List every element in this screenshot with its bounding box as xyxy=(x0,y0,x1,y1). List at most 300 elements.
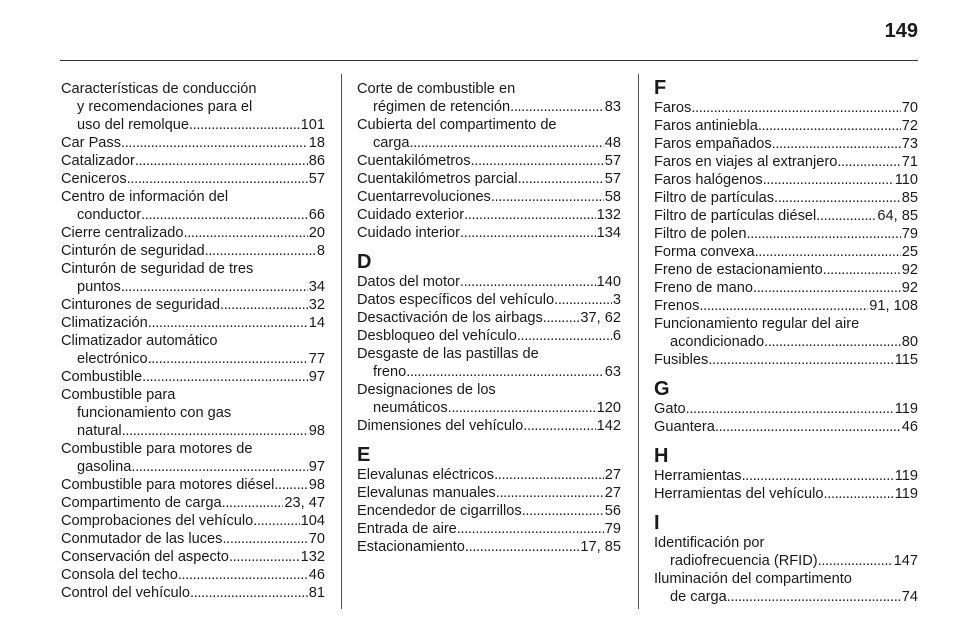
entry-text: Cubierta del compartimento de xyxy=(357,117,557,133)
page-reference: 119 xyxy=(894,401,918,417)
dot-leader xyxy=(823,261,901,279)
dot-leader xyxy=(222,530,307,548)
entry-text: Características de conducción xyxy=(61,81,257,97)
entry-line xyxy=(357,520,621,538)
index-entry xyxy=(654,467,918,485)
entry-text: uso del remolque xyxy=(77,117,189,133)
entry-text: electrónico xyxy=(77,351,148,367)
dot-leader xyxy=(699,297,868,315)
entry-text: Cuentakilómetros parcial xyxy=(357,171,518,187)
page-reference: 110 xyxy=(894,172,918,188)
index-entry xyxy=(357,309,621,327)
entry-text: Corte de combustible en xyxy=(357,81,516,97)
dot-leader xyxy=(727,588,901,606)
entry-text: Conmutador de las luces xyxy=(61,531,223,547)
dot-leader xyxy=(517,327,612,345)
entry-text: Guantera xyxy=(654,419,715,435)
entry-line xyxy=(654,297,918,315)
entry-text: y recomendaciones para el xyxy=(77,99,253,115)
index-entry xyxy=(654,261,918,279)
entry-line xyxy=(654,207,918,225)
index-entry xyxy=(357,116,621,152)
entry-line xyxy=(357,152,621,170)
page-reference: 27 xyxy=(604,467,621,483)
entry-text: Cuentakilómetros xyxy=(357,153,471,169)
dot-leader xyxy=(229,548,300,566)
entry-line xyxy=(654,400,918,418)
index-entry xyxy=(357,484,621,502)
dot-leader xyxy=(772,135,901,153)
entry-line xyxy=(357,484,621,502)
index-entry xyxy=(61,80,325,134)
page-reference: 73 xyxy=(901,136,918,152)
dot-leader xyxy=(457,520,604,538)
entry-text: Entrada de aire xyxy=(357,521,457,537)
page-reference: 147 xyxy=(893,553,918,569)
dot-leader xyxy=(131,458,307,476)
page-reference: 66 xyxy=(308,207,325,223)
entry-text: Faros en viajes al extranjero xyxy=(654,154,838,170)
entry-text: puntos xyxy=(77,279,121,295)
index-entry xyxy=(61,152,325,170)
dot-leader xyxy=(837,153,900,171)
page-reference: 119 xyxy=(894,468,918,484)
page-reference: 57 xyxy=(308,171,325,187)
index-entry xyxy=(357,520,621,538)
entry-line xyxy=(357,502,621,520)
entry-line xyxy=(357,309,621,327)
entry-text: Herramientas xyxy=(654,468,742,484)
dot-leader xyxy=(523,417,595,435)
dot-leader xyxy=(127,170,308,188)
dot-leader xyxy=(148,350,308,368)
index-entry xyxy=(61,440,325,476)
page-reference: 3 xyxy=(612,292,621,308)
entry-line xyxy=(654,117,918,135)
entry-text: Filtro de partículas diésel xyxy=(654,208,817,224)
entry-text: Consola del techo xyxy=(61,567,178,583)
page-reference: 119 xyxy=(894,486,918,502)
dot-leader xyxy=(491,188,604,206)
entry-text: Freno de estacionamiento xyxy=(654,262,823,278)
dot-leader xyxy=(142,368,308,386)
column-divider xyxy=(341,74,342,609)
dot-leader xyxy=(510,98,604,116)
column-divider xyxy=(638,74,639,609)
page-reference: 6 xyxy=(612,328,621,344)
index-entry xyxy=(357,170,621,188)
index-entry xyxy=(61,566,325,584)
dot-leader xyxy=(554,291,612,309)
section-letter: F xyxy=(654,77,667,99)
entry-text: Frenos xyxy=(654,298,700,314)
page-reference: 14 xyxy=(308,315,325,331)
dot-leader xyxy=(464,206,596,224)
entry-line xyxy=(654,243,918,261)
index-entry xyxy=(61,476,325,494)
dot-leader xyxy=(774,189,901,207)
index-entry xyxy=(357,502,621,520)
page-reference: 79 xyxy=(604,521,621,537)
index-entry xyxy=(654,315,918,351)
entry-text: Funcionamiento regular del aire xyxy=(654,316,860,332)
entry-line xyxy=(357,206,621,224)
index-entry xyxy=(357,206,621,224)
entry-text: Estacionamiento xyxy=(357,539,465,555)
dot-leader xyxy=(135,152,308,170)
page-reference: 101 xyxy=(300,117,325,133)
dot-leader xyxy=(758,117,901,135)
page-reference: 74 xyxy=(901,589,918,605)
entry-line xyxy=(357,291,621,309)
entry-text: Cuentarrevoluciones xyxy=(357,189,491,205)
entry-text: Cuidado interior xyxy=(357,225,461,241)
entry-text: Elevalunas manuales xyxy=(357,485,496,501)
page-reference: 104 xyxy=(300,513,325,529)
page-reference: 23, 47 xyxy=(284,495,325,511)
dot-leader xyxy=(755,243,901,261)
dot-leader xyxy=(410,134,604,152)
index-entry xyxy=(357,327,621,345)
page-reference: 92 xyxy=(901,262,918,278)
entry-line xyxy=(357,417,621,435)
page-reference: 83 xyxy=(604,99,621,115)
index-entry xyxy=(357,80,621,116)
index-entry xyxy=(357,538,621,556)
dot-leader xyxy=(121,134,308,152)
index-entry xyxy=(61,386,325,440)
entry-text: Catalizador xyxy=(61,153,135,169)
index-entry xyxy=(61,224,325,242)
dot-leader xyxy=(253,512,299,530)
index-entry xyxy=(654,279,918,297)
index-entry xyxy=(654,418,918,436)
dot-leader xyxy=(494,466,604,484)
dot-leader xyxy=(518,170,604,188)
dot-leader xyxy=(406,363,604,381)
index-column-1 xyxy=(61,80,325,602)
entry-line xyxy=(654,588,918,606)
entry-text: Identificación por xyxy=(654,535,765,551)
page-reference: 8 xyxy=(316,243,325,259)
index-entry xyxy=(654,99,918,117)
dot-leader xyxy=(818,552,893,570)
entry-line xyxy=(357,327,621,345)
index-entry xyxy=(61,584,325,602)
entry-text: Fusibles xyxy=(654,352,709,368)
entry-text: de carga xyxy=(670,589,727,605)
entry-text: Climatizador automático xyxy=(61,333,218,349)
page-reference: 134 xyxy=(596,225,621,241)
index-entry xyxy=(357,466,621,484)
page-reference: 97 xyxy=(308,369,325,385)
entry-text: Faros empañados xyxy=(654,136,772,152)
index-entry xyxy=(357,224,621,242)
page-reference: 20 xyxy=(308,225,325,241)
page-reference: 32 xyxy=(308,297,325,313)
page-reference: 37, 62 xyxy=(580,310,621,326)
entry-text: natural xyxy=(77,423,122,439)
entry-text: Gato xyxy=(654,401,686,417)
page-reference: 79 xyxy=(901,226,918,242)
entry-line xyxy=(654,351,918,369)
dot-leader xyxy=(460,273,596,291)
page-reference: 85 xyxy=(901,190,918,206)
entry-text: Encendedor de cigarrillos xyxy=(357,503,522,519)
page-reference: 120 xyxy=(596,400,621,416)
page-reference: 48 xyxy=(604,135,621,151)
dot-leader xyxy=(190,584,308,602)
entry-line xyxy=(61,206,325,224)
entry-text: Comprobaciones del vehículo xyxy=(61,513,254,529)
page-reference: 58 xyxy=(604,189,621,205)
page-reference: 98 xyxy=(308,423,325,439)
index-entry xyxy=(654,153,918,171)
entry-text: Faros halógenos xyxy=(654,172,763,188)
index-entry xyxy=(61,170,325,188)
entry-text: freno xyxy=(373,364,407,380)
page-reference: 142 xyxy=(596,418,621,434)
index-entry xyxy=(654,117,918,135)
entry-text: gasolina xyxy=(77,459,132,475)
entry-line xyxy=(654,467,918,485)
dot-leader xyxy=(496,484,604,502)
entry-line xyxy=(61,152,325,170)
page-reference: 132 xyxy=(300,549,325,565)
index-entry xyxy=(61,512,325,530)
index-entry xyxy=(61,494,325,512)
dot-leader xyxy=(763,171,894,189)
entry-text: Faros antiniebla xyxy=(654,118,758,134)
index-entry xyxy=(654,400,918,418)
section-letter: I xyxy=(654,512,660,534)
entry-line xyxy=(61,134,325,152)
index-entry xyxy=(61,134,325,152)
entry-line xyxy=(654,189,918,207)
dot-leader xyxy=(522,502,604,520)
entry-text: Cuidado exterior xyxy=(357,207,465,223)
dot-leader xyxy=(183,224,307,242)
dot-leader xyxy=(205,242,316,260)
entry-text: conductor xyxy=(77,207,142,223)
entry-line xyxy=(61,566,325,584)
page-reference: 57 xyxy=(604,171,621,187)
entry-text: acondicionado xyxy=(670,334,765,350)
entry-line xyxy=(61,476,325,494)
entry-text: Cinturón de seguridad de tres xyxy=(61,261,254,277)
entry-line xyxy=(61,422,325,440)
dot-leader xyxy=(274,476,307,494)
index-column-3 xyxy=(654,77,918,606)
page-number: 149 xyxy=(884,20,918,42)
entry-text: Cierre centralizado xyxy=(61,225,184,241)
entry-line xyxy=(357,134,621,152)
entry-text: Desactivación de los airbags xyxy=(357,310,543,326)
dot-leader xyxy=(742,467,894,485)
page-reference: 86 xyxy=(308,153,325,169)
entry-text: Conservación del aspecto xyxy=(61,549,229,565)
entry-line xyxy=(61,368,325,386)
entry-text: Ceniceros xyxy=(61,171,127,187)
entry-line xyxy=(61,242,325,260)
page-reference: 71 xyxy=(901,154,918,170)
index-entry xyxy=(61,314,325,332)
page-reference: 27 xyxy=(604,485,621,501)
entry-text: Combustible para xyxy=(61,387,176,403)
section-letter: G xyxy=(654,378,670,400)
dot-leader xyxy=(543,309,580,327)
entry-line xyxy=(654,279,918,297)
index-entry xyxy=(654,189,918,207)
entry-text: Desgaste de las pastillas de xyxy=(357,346,539,362)
dot-leader xyxy=(465,538,580,556)
entry-text: Control del vehículo xyxy=(61,585,190,601)
index-entry xyxy=(654,570,918,606)
index-entry xyxy=(654,485,918,503)
entry-line xyxy=(61,116,325,134)
entry-line xyxy=(61,584,325,602)
index-entry xyxy=(61,188,325,224)
page-reference: 25 xyxy=(901,244,918,260)
page-reference: 18 xyxy=(308,135,325,151)
dot-leader xyxy=(715,418,901,436)
index-entry xyxy=(61,296,325,314)
entry-text: Climatización xyxy=(61,315,148,331)
index-entry xyxy=(61,332,325,368)
entry-line xyxy=(357,363,621,381)
section-letter: E xyxy=(357,444,371,466)
entry-line xyxy=(654,418,918,436)
entry-text: Centro de información del xyxy=(61,189,229,205)
entry-line xyxy=(61,278,325,296)
page-reference: 115 xyxy=(894,352,918,368)
entry-text: Herramientas del vehículo xyxy=(654,486,824,502)
entry-text: Datos del motor xyxy=(357,274,461,290)
entry-text: Combustible para motores de xyxy=(61,441,253,457)
dot-leader xyxy=(189,116,300,134)
entry-text: Cinturones de seguridad xyxy=(61,297,221,313)
page-reference: 63 xyxy=(604,364,621,380)
entry-line xyxy=(61,170,325,188)
entry-line xyxy=(357,273,621,291)
page-reference: 56 xyxy=(604,503,621,519)
entry-line xyxy=(654,171,918,189)
page-reference: 140 xyxy=(596,274,621,290)
entry-text: Dimensiones del vehículo xyxy=(357,418,524,434)
index-column-2 xyxy=(357,80,621,556)
page-reference: 98 xyxy=(308,477,325,493)
entry-line xyxy=(654,261,918,279)
index-entry xyxy=(61,260,325,296)
entry-line xyxy=(61,314,325,332)
entry-line xyxy=(654,135,918,153)
index-entry xyxy=(654,225,918,243)
entry-line xyxy=(654,485,918,503)
entry-text: carga xyxy=(373,135,410,151)
entry-line xyxy=(654,99,918,117)
dot-leader xyxy=(141,206,308,224)
header-rule xyxy=(60,60,918,61)
entry-text: Car Pass xyxy=(61,135,122,151)
page-reference: 91, 108 xyxy=(869,298,918,314)
dot-leader xyxy=(122,422,308,440)
dot-leader xyxy=(220,296,308,314)
entry-line xyxy=(357,170,621,188)
index-entry xyxy=(654,351,918,369)
index-entry xyxy=(357,188,621,206)
index-entry xyxy=(654,297,918,315)
page-reference: 57 xyxy=(604,153,621,169)
page-reference: 34 xyxy=(308,279,325,295)
entry-text: neumáticos xyxy=(373,400,448,416)
entry-line xyxy=(357,399,621,417)
entry-text: radiofrecuencia (RFID) xyxy=(670,553,818,569)
index-entry xyxy=(357,152,621,170)
entry-text: Filtro de partículas xyxy=(654,190,775,206)
index-entry xyxy=(654,207,918,225)
entry-text: Compartimento de carga xyxy=(61,495,222,511)
page-reference: 70 xyxy=(901,100,918,116)
index-entry xyxy=(61,548,325,566)
dot-leader xyxy=(746,225,900,243)
entry-line xyxy=(654,552,918,570)
entry-text: Filtro de polen xyxy=(654,226,747,242)
entry-line xyxy=(357,98,621,116)
entry-text: Faros xyxy=(654,100,692,116)
index-entry xyxy=(654,243,918,261)
entry-line xyxy=(654,153,918,171)
entry-line xyxy=(654,333,918,351)
index-entry xyxy=(654,171,918,189)
dot-leader xyxy=(753,279,901,297)
index-entry xyxy=(357,273,621,291)
entry-line xyxy=(357,224,621,242)
index-entry xyxy=(357,417,621,435)
dot-leader xyxy=(764,333,901,351)
page-reference: 17, 85 xyxy=(580,539,621,555)
index-entry xyxy=(357,291,621,309)
entry-line xyxy=(61,350,325,368)
page-reference: 46 xyxy=(308,567,325,583)
index-entry xyxy=(61,242,325,260)
entry-text: Elevalunas eléctricos xyxy=(357,467,495,483)
entry-text: Combustible xyxy=(61,369,143,385)
page-reference: 132 xyxy=(596,207,621,223)
index-entry xyxy=(357,345,621,381)
entry-line xyxy=(357,538,621,556)
entry-text: Datos específicos del vehículo xyxy=(357,292,555,308)
entry-line xyxy=(357,466,621,484)
index-entry xyxy=(654,534,918,570)
page-reference: 92 xyxy=(901,280,918,296)
dot-leader xyxy=(460,224,596,242)
entry-text: Cinturón de seguridad xyxy=(61,243,205,259)
dot-leader xyxy=(686,400,894,418)
page-reference: 70 xyxy=(308,531,325,547)
section-letter: H xyxy=(654,445,669,467)
entry-line xyxy=(61,512,325,530)
entry-text: Combustible para motores diésel xyxy=(61,477,275,493)
page-reference: 72 xyxy=(901,118,918,134)
entry-line xyxy=(357,188,621,206)
entry-text: Designaciones de los xyxy=(357,382,496,398)
entry-text: funcionamiento con gas xyxy=(77,405,232,421)
dot-leader xyxy=(222,494,284,512)
page-reference: 46 xyxy=(901,419,918,435)
index-entry xyxy=(61,368,325,386)
dot-leader xyxy=(824,485,894,503)
dot-leader xyxy=(448,399,596,417)
